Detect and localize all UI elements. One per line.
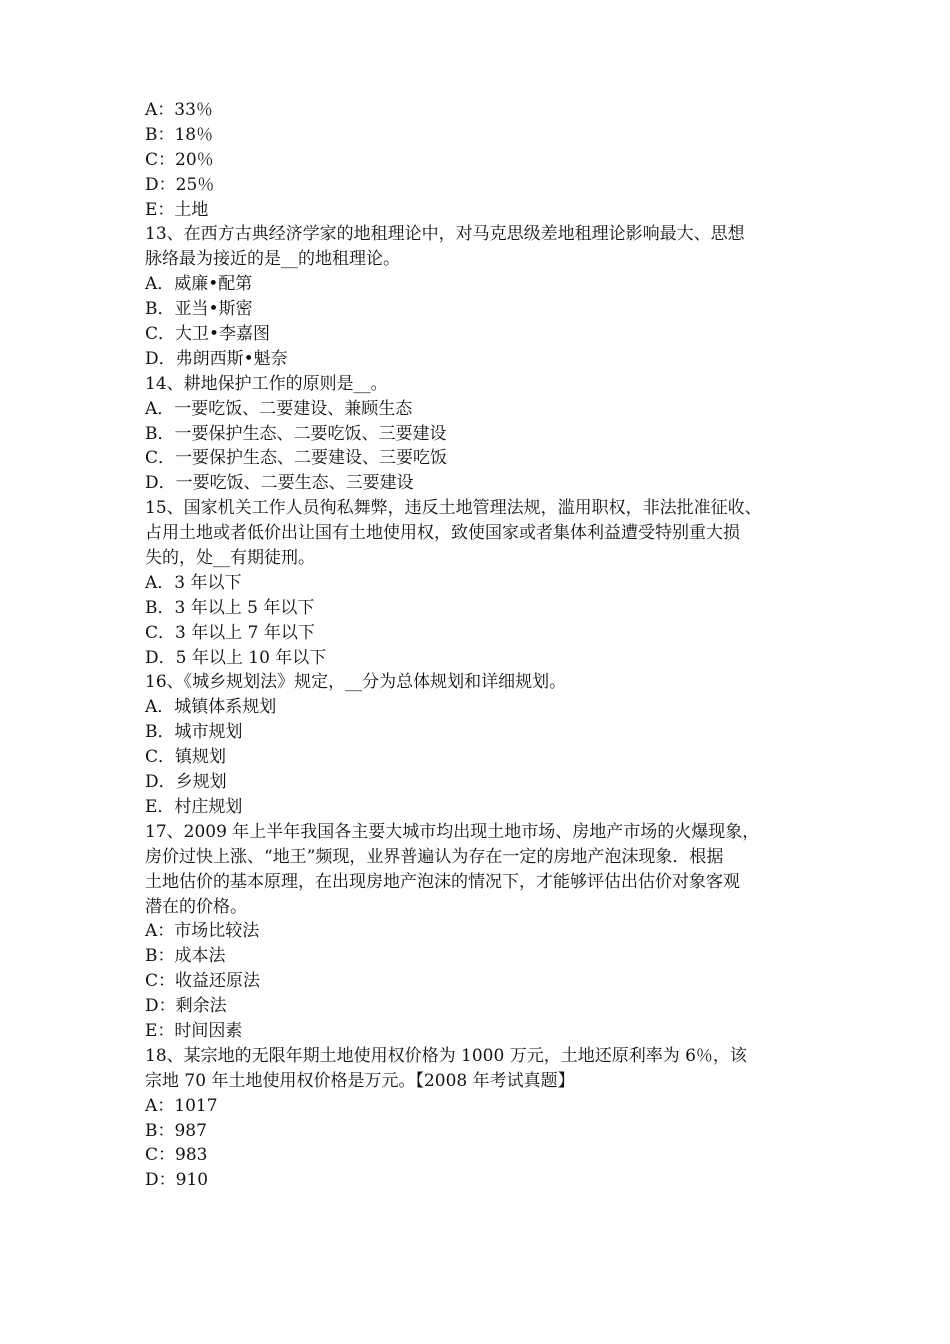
answer-option: B．城市规划: [145, 722, 243, 743]
answer-option: C：收益还原法: [145, 971, 261, 992]
answer-option: C．一要保护生态、二要建设、三要吃饭: [145, 448, 448, 469]
answer-option: B．亚当•斯密: [145, 299, 253, 320]
answer-option: D．弗朗西斯•魁奈: [145, 348, 288, 369]
question-text-line: 失的，处__有期徒刑。: [145, 548, 315, 569]
answer-option: A．3 年以下: [145, 572, 242, 593]
question-text-line: 土地估价的基本原理，在出现房地产泡沫的情况下，才能够评估出估价对象客观: [145, 871, 740, 892]
answer-option: B．3 年以上 5 年以下: [145, 597, 315, 618]
answer-option: C．镇规划: [145, 747, 227, 768]
answer-option: C：20％: [145, 149, 214, 170]
answer-option: B．一要保护生态、二要吃饭、三要建设: [145, 423, 447, 444]
answer-option: A．威廉•配第: [145, 274, 253, 295]
answer-option: D：910: [145, 1170, 209, 1191]
answer-option: A．一要吃饭、二要建设、兼顾生态: [145, 398, 413, 419]
question-text-line: 16、《城乡规划法》规定，__分为总体规划和详细规划。: [145, 672, 567, 693]
answer-option: D：25％: [145, 174, 215, 195]
question-text-line: 宗地 70 年土地使用权价格是万元。【2008 年考试真题】: [145, 1070, 575, 1091]
question-text-line: 18、某宗地的无限年期土地使用权价格为 1000 万元，土地还原利率为 6％，该: [145, 1045, 747, 1066]
question-block: [145, 222, 810, 371]
answer-option: B：987: [145, 1120, 207, 1141]
answer-option: C．大卫•李嘉图: [145, 324, 271, 345]
question-text-line: 17、2009 年上半年我国各主要大城市均出现土地市场、房地产市场的火爆现象，: [145, 821, 760, 842]
question-text-line: 14、耕地保护工作的原则是__。: [145, 373, 388, 394]
answer-option: D．一要吃饭、二要生态、三要建设: [145, 473, 414, 494]
answer-option: B：成本法: [145, 946, 226, 967]
question-block: [145, 372, 810, 496]
answer-option: B：18％: [145, 124, 214, 145]
question-block: [145, 820, 810, 1044]
answer-option: A：市场比较法: [145, 921, 260, 942]
question-block: [145, 1044, 810, 1193]
question-text-line: 15、国家机关工作人员徇私舞弊，违反土地管理法规，滥用职权，非法批准征收、: [145, 498, 762, 519]
answer-option: C．3 年以上 7 年以下: [145, 622, 315, 643]
document-page: [145, 98, 810, 1193]
answer-option: D．5 年以上 10 年以下: [145, 647, 327, 668]
answer-option: E．村庄规划: [145, 796, 243, 817]
answer-option: E：土地: [145, 199, 209, 220]
answer-option: C：983: [145, 1145, 208, 1166]
question-block: [145, 496, 810, 670]
answer-option: A．城镇体系规划: [145, 697, 277, 718]
question-block: [145, 670, 810, 819]
question-text-line: 脉络最为接近的是__的地租理论。: [145, 249, 400, 270]
answer-option: A：33％: [145, 100, 213, 120]
question-text-line: 房价过快上涨、“地王”频现，业界普遍认为存在一定的房地产泡沫现象．根据: [145, 846, 724, 867]
question-text-line: 潜在的价格。: [145, 896, 247, 917]
answer-option: A：1017: [145, 1095, 218, 1116]
question-text-line: 占用土地或者低价出让国有土地使用权，致使国家或者集体利益遭受特别重大损: [145, 523, 740, 544]
question-text-line: 13、在西方古典经济学家的地租理论中，对马克思级差地租理论影响最大、思想: [145, 224, 745, 245]
option-list: [145, 98, 810, 222]
answer-option: E：时间因素: [145, 1020, 243, 1041]
answer-option: D．乡规划: [145, 772, 227, 793]
answer-option: D：剩余法: [145, 996, 227, 1017]
